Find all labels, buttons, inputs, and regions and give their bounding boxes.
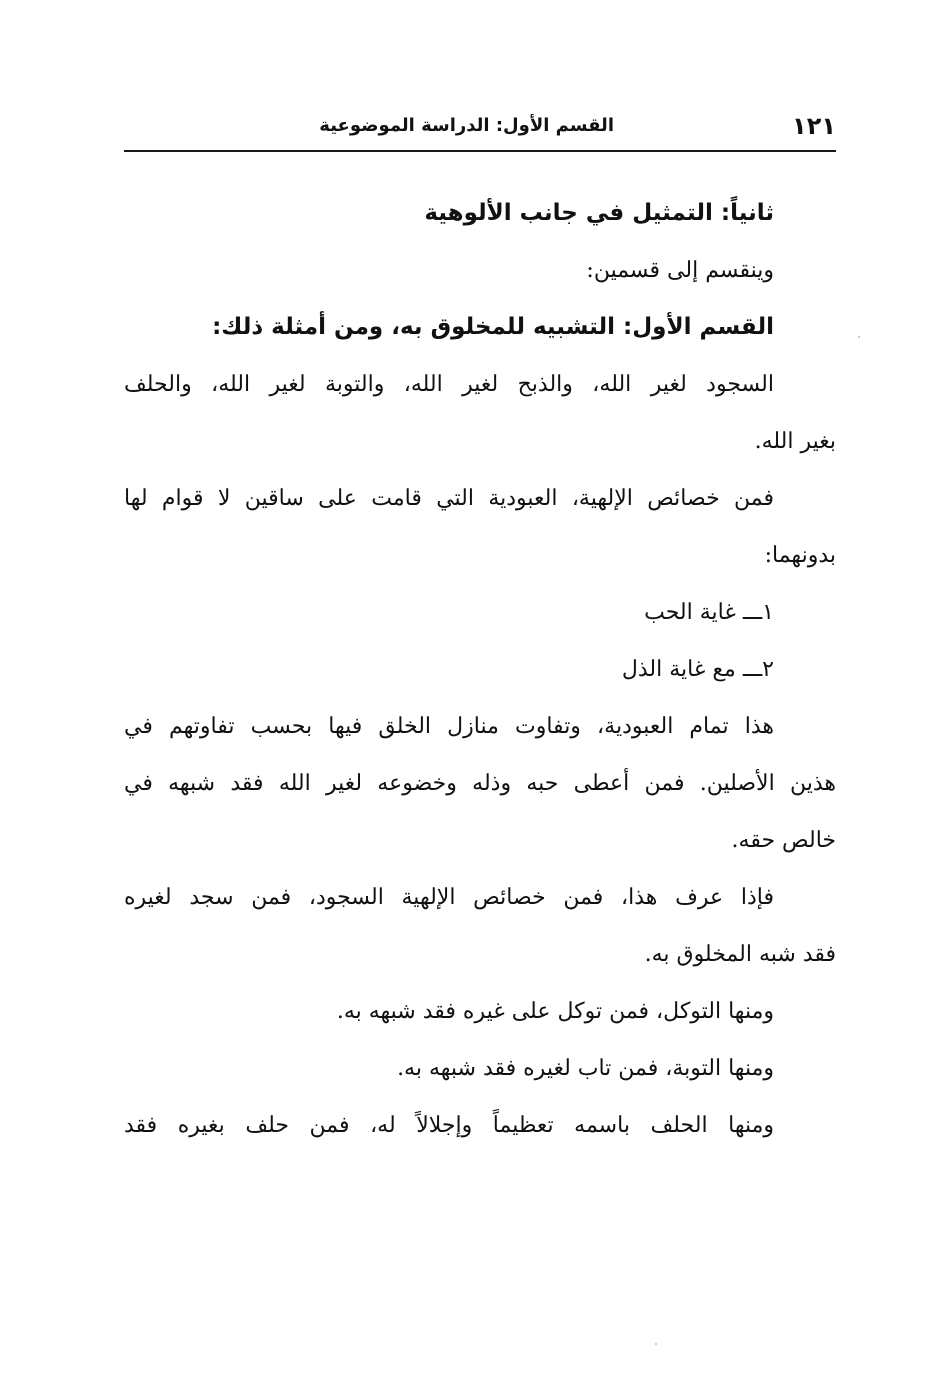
section-heading: ثانياً: التمثيل في جانب الألوهية bbox=[424, 200, 774, 226]
paragraph-1-line-2: بغير الله. bbox=[754, 429, 836, 454]
page-number: ١٢١ bbox=[792, 112, 836, 140]
scan-speck bbox=[655, 1343, 657, 1345]
scan-speck bbox=[858, 336, 860, 338]
intro-line: وينقسم إلى قسمين: bbox=[586, 258, 774, 283]
paragraph-3-line-3: خالص حقه. bbox=[731, 828, 836, 853]
paragraph-1-line-1: السجود لغير الله، والذبح لغير الله، والتوبة لغير الله، والحلف bbox=[124, 372, 774, 397]
paragraph-2-line-1: فمن خصائص الإلهية، العبودية التي قامت على ساقين لا قوام لها bbox=[124, 486, 774, 511]
paragraph-4-line-1: فإذا عرف هذا، فمن خصائص الإلهية السجود، فمن سجد لغيره bbox=[124, 885, 774, 910]
paragraph-3-line-2: هذين الأصلين. فمن أعطى حبه وذله وخضوعه لغير الله فقد شبهه في bbox=[124, 771, 836, 796]
list-item-2: ٢ـــ مع غاية الذل bbox=[621, 657, 774, 682]
subsection-heading: القسم الأول: التشبيه للمخلوق به، ومن أمثلة ذلك: bbox=[212, 314, 774, 340]
running-header bbox=[124, 100, 836, 152]
paragraph-4-line-2: فقد شبه المخلوق به. bbox=[644, 942, 836, 967]
paragraph-5-line-1: ومنها التوكل، فمن توكل على غيره فقد شبهه به. bbox=[336, 999, 774, 1024]
paragraph-3-line-1: هذا تمام العبودية، وتفاوت منازل الخلق فيها بحسب تفاوتهم في bbox=[124, 714, 774, 739]
paragraph-7-line-1: ومنها الحلف باسمه تعظيماً وإجلالاً له، فمن حلف بغيره فقد bbox=[124, 1113, 774, 1138]
list-item-1: ١ـــ غاية الحب bbox=[644, 600, 774, 625]
header-title: القسم الأول: الدراسة الموضوعية bbox=[319, 115, 614, 136]
page-body bbox=[124, 185, 836, 1154]
paragraph-2-line-2: بدونهما: bbox=[764, 543, 836, 568]
paragraph-6-line-1: ومنها التوبة، فمن تاب لغيره فقد شبهه به. bbox=[397, 1056, 774, 1081]
